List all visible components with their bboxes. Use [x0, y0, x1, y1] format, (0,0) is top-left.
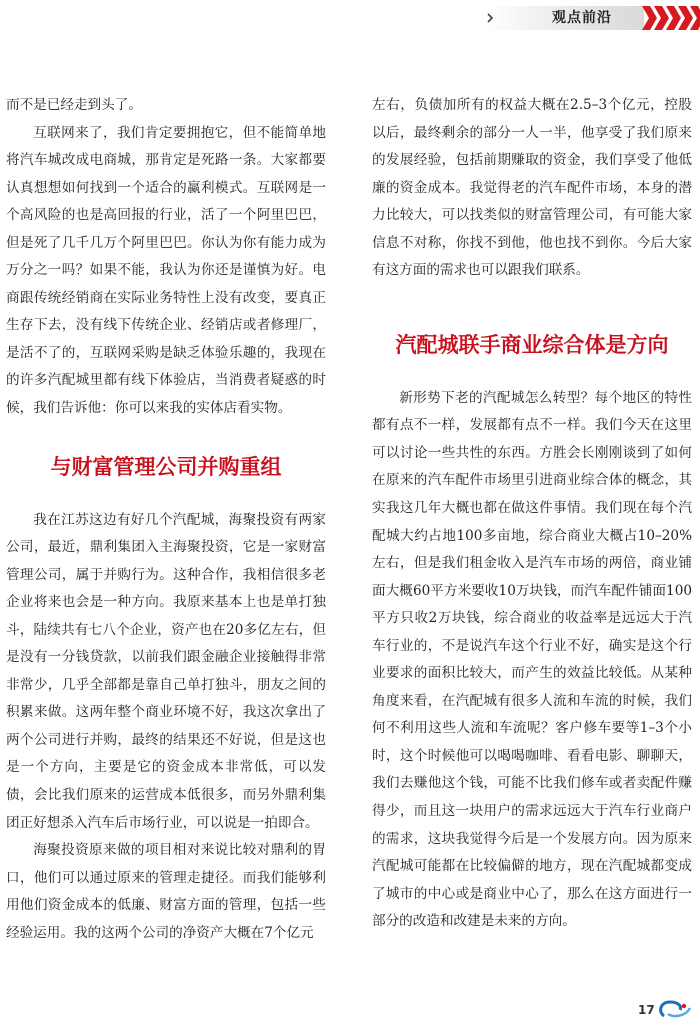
- body-paragraph: 海聚投资原来做的项目相对来说比较对鼎利的胃口，他们可以通过原来的管理走捷径。而我们能够利用他们资金成本的低廉、财富方面的管理，包括一些经验运用。我的这两个公司的净资产大概在7个亿元: [6, 842, 326, 941]
- left-column: [6, 92, 326, 947]
- body-paragraph: 我在江苏这边有好几个汽配城，海聚投资有两家公司，最近，鼎利集团入主海聚投资，它是一家财富管理公司，属于并购行为。这种合作，我相信很多老企业将来也会是一种方向。我原来基本上也是单打独斗，陆续共有七八个企业，资产也在20多亿左右，但是没有一分钱贷款，以前我们跟金融企业接触得非常非常少，几乎全部都是靠自己单打独斗，朋友之间的积累来做。这两年整个商业环境不好，我这次拿出了两个公司进行并购，最终的结果还不好说，但是这也是一个方向，主要是它的资金成本非常低，可以发债，会比我们原来的运营成本低很多，而另外鼎利集团正好想杀入汽车后市场行业，可以说是一拍即合。: [6, 511, 326, 831]
- section-heading: 与财富管理公司并购重组: [50, 454, 282, 479]
- body-paragraph: 左右，负债加所有的权益大概在2.5–3个亿元，控股以后，最终剩余的部分一人一半，他享受了我们原来的发展经验，包括前期赚取的资金，我们享受了他低廉的资金成本。我觉得老的汽车配件市场，本身的潜力比较大，可以找类似的财富管理公司，有可能大家信息不对称，你找不到他，他也找不到你。今后大家有这方面的需求也可以跟我们联系。: [372, 97, 692, 279]
- body-paragraph: 互联网来了，我们肯定要拥抱它，但不能简单地将汽车城改成电商城，那肯定是死路一条。大家都要认真想想如何找到一个适合的赢利模式。互联网是一个高风险的也是高回报的行业，活了一个阿里巴巴，但是死了几千几万个阿里巴巴。你认为你有能力成为万分之一吗？如果不能，我认为你还是谨慎为好。电商跟传统经销商在实际业务特性上没有改变，要真正生存下去，没有线下传统企业、经销店或者修理厂，是活不了的，互联网采购是缺乏体验乐趣的，我现在的许多汽配城里都有线下体验店，当消费者疑惑的时候，我们告诉他：你可以来我的实体店看实物。: [6, 124, 326, 417]
- body-paragraph: 新形势下老的汽配城怎么转型？每个地区的特性都有点不一样，发展都有点不一样。我们今天在这里可以讨论一些共性的东西。方胜会长刚刚谈到了如何在原来的汽车配件市场里引进商业综合体的概念，其实我这几年大概也都在做这件事情。我们现在每个汽配城大约占地100多亩地，综合商业大概占10–20%左右，但是我们租金收入是汽车市场的两倍，商业铺面大概60平方米要收10万块钱，而汽车配件铺面100平方只收2万块钱，综合商业的收益率是远远大于汽车行业的，不是说汽车这个行业不好，确实是这个行业要求的面积比较大，而产生的效益比较低。从某种角度来看，在汽配城有很多人流和车流的时候，我们何不利用这些人流和车流呢？客户修车要等1–3个小时，这个时候他可以喝喝咖啡、看看电影、聊聊天，我们去赚他这个钱，可能不比我们修车或者卖配件赚得少，而且这一块用户的需求远远大于汽车行业商户的需求，这块我觉得今后是一个发展方向。因为原来汽配城可能都在比较偏僻的地方，现在汽配城都变成了城市的中心或是商业中心了，那么在这方面进行一部分的改造和改建是未来的方向。: [372, 389, 692, 930]
- section-heading: 汽配城联手商业综合体是方向: [395, 332, 669, 357]
- chevron-stripes-icon: [642, 4, 700, 32]
- page-number: 17: [638, 1003, 655, 1017]
- header-tick-icon: [487, 13, 497, 23]
- magazine-logo-icon: [656, 998, 696, 1020]
- right-column: [372, 92, 692, 936]
- body-paragraph: 而不是已经走到头了。: [6, 97, 142, 113]
- section-title: 观点前沿: [552, 10, 612, 26]
